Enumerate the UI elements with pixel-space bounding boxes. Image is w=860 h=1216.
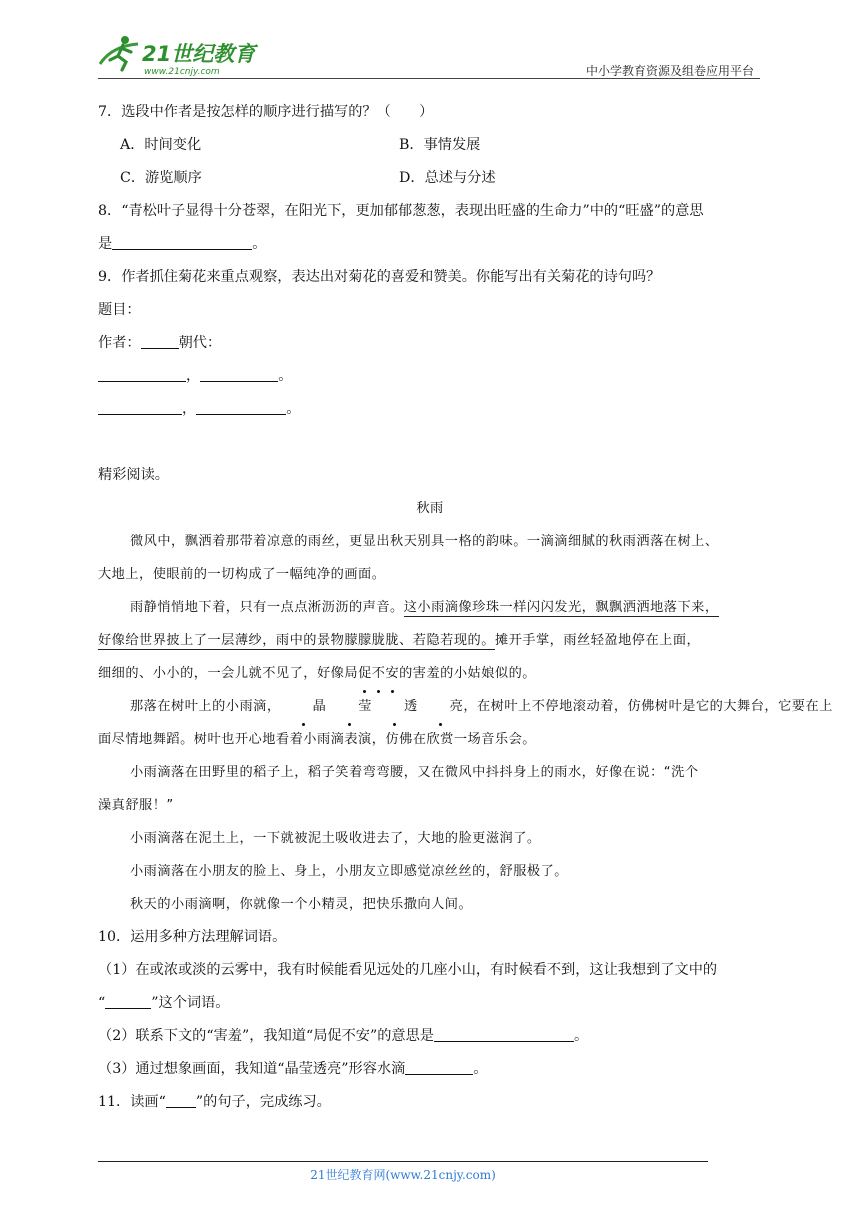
question-9: 9．作者抓住菊花来重点观察，表达出对菊花的喜爱和赞美。你能写出有关菊花的诗句吗？ <box>98 269 661 285</box>
q9-poem-blank[interactable] <box>200 365 278 382</box>
q10-sub2-text: （2）联系下文的“害羞”，我知道“局促不安”的意思是 <box>98 1028 434 1044</box>
passage-p3-line1 <box>98 690 833 723</box>
p3-text: 那落在树叶上的小雨滴， <box>130 699 281 714</box>
question-8-answer-line <box>98 228 762 261</box>
question-7-options-row1 <box>98 129 762 162</box>
document-body <box>98 96 833 1119</box>
logo-url: www.21cnjy.com <box>144 67 220 77</box>
option-c: C．游览顺序 <box>120 170 202 186</box>
q9-author-label: 作者： <box>98 335 141 351</box>
emphasis-char: 晶 <box>281 690 327 723</box>
option-d: D．总述与分述 <box>399 170 496 186</box>
q11-text: 11．读画“ <box>98 1094 166 1110</box>
q9-title-label: 题目： <box>98 302 141 318</box>
spacer <box>98 426 762 459</box>
passage-p4-line1: 小雨滴落在田野里的稻子上，稻子笑着弯弯腰，又在微风中抖抖身上的雨水，好像在说：“洗个 <box>130 765 699 780</box>
emphasis-char: 促 <box>358 657 372 690</box>
q10-sub2 <box>98 1020 762 1053</box>
question-10: 10．运用多种方法理解词语。 <box>98 929 287 945</box>
q8-prefix: 是 <box>98 236 113 252</box>
option-b: B．事情发展 <box>399 137 481 153</box>
question-8: 8．“青松叶子显得十分苍翠，在阳光下，更加郁郁葱葱，表现出旺盛的生命力”中的“旺盛”的意思 <box>98 203 704 219</box>
q10-sub3-blank[interactable] <box>405 1058 473 1075</box>
question-11 <box>98 1086 762 1119</box>
footer-divider <box>98 1161 708 1162</box>
passage-p2-line3 <box>98 657 762 690</box>
emphasis-char: 莹 <box>326 690 372 723</box>
q9-author-blank[interactable] <box>141 332 179 349</box>
q10-quote-open: “ <box>98 995 106 1011</box>
q11-text: ”的句子，完成练习。 <box>195 1094 331 1110</box>
question-7: 7．选段中作者是按怎样的顺序进行描写的？（ ） <box>98 104 434 120</box>
q10-sub3-suffix: 。 <box>473 1061 488 1077</box>
q10-sub3 <box>98 1053 762 1086</box>
q9-poem-line-1 <box>98 360 762 393</box>
platform-name: 中小学教育资源及组卷应用平台 <box>585 64 754 78</box>
passage-p2-line1 <box>98 591 762 624</box>
emphasis-char: 亮 <box>418 690 464 723</box>
q9-poem-blank[interactable] <box>196 398 286 415</box>
q9-comma: ， <box>182 401 197 417</box>
emphasis-char: 安 <box>385 657 399 690</box>
q9-period: 。 <box>286 401 301 417</box>
q8-suffix: 。 <box>252 236 267 252</box>
passage-p7: 秋天的小雨滴啊，你就像一个小精灵，把快乐撒向人间。 <box>130 897 473 912</box>
underlined-sentence: 这小雨滴像珍珠一样闪闪发光，飘飘洒洒地落下来， <box>403 600 719 615</box>
q10-sub1-blank[interactable] <box>105 992 151 1009</box>
q10-sub1-suffix: ”这个词语。 <box>151 995 230 1011</box>
question-7-options-row2 <box>98 162 762 195</box>
underlined-sentence: 好像给世界披上了一层薄纱，雨中的景物朦朦胧胧、若隐若现的。 <box>98 633 495 648</box>
q8-answer-blank[interactable] <box>112 233 252 250</box>
emphasis-char: 透 <box>372 690 418 723</box>
q10-sub3-text: （3）通过想象画面，我知道“晶莹透亮”形容水滴 <box>98 1061 406 1077</box>
reading-passage <box>98 492 833 921</box>
q9-dynasty-label: 朝代： <box>178 335 222 351</box>
q10-sub1-line1: （1）在或浓或淡的云雾中，我有时候能看见远处的几座小山，有时候看不到，这让我想到了文中的 <box>98 962 718 978</box>
q9-poem-blank[interactable] <box>98 365 186 382</box>
passage-p3-line2: 面尽情地舞蹈。树叶也开心地看着小雨滴表演，仿佛在欣赏一场音乐会。 <box>98 732 536 747</box>
p3-text: ，在树叶上不停地滚动着，仿佛树叶是它的大舞台，它要在上 <box>463 699 833 714</box>
passage-p4-line2: 澡真舒服！” <box>98 798 174 813</box>
header-divider <box>98 78 760 79</box>
p2-text: 摊开手掌，雨丝轻盈地停在上面， <box>494 633 701 648</box>
p2-text: 雨静悄悄地下着，只有一点点淅沥沥的声音。 <box>130 600 404 615</box>
page-header <box>98 34 760 78</box>
passage-p1-line1: 微风中，飘洒着那带着凉意的雨丝，更显出秋天别具一格的韵味。一滴滴细腻的秋雨洒落在树上、 <box>130 534 719 549</box>
logo-icon <box>98 34 258 78</box>
emphasis-char: 不 <box>372 657 386 690</box>
q10-sub2-suffix: 。 <box>573 1028 589 1044</box>
logo-text: 21世纪教育 <box>142 42 256 66</box>
passage-p2-line2 <box>98 624 762 657</box>
q10-sub2-blank[interactable] <box>434 1025 574 1042</box>
footer-text: 21世纪教育网(www.21cnjy.com) <box>310 1168 496 1182</box>
q11-underline-sample <box>166 1091 196 1108</box>
p2-text: 的害羞的小姑娘似的。 <box>399 666 536 681</box>
option-a: A．时间变化 <box>120 137 202 153</box>
passage-p1-line2: 大地上，使眼前的一切构成了一幅纯净的画面。 <box>98 567 386 582</box>
p2-text: 细细的、小小的，一会儿就不见了，好像局 <box>98 666 359 681</box>
q9-poem-blank[interactable] <box>98 398 182 415</box>
q9-period: 。 <box>278 368 293 384</box>
passage-title: 秋雨 <box>416 501 444 516</box>
q9-comma: ， <box>186 368 201 384</box>
q9-author-line <box>98 327 762 360</box>
passage-p5: 小雨滴落在泥土上，一下就被泥土吸收进去了，大地的脸更滋润了。 <box>130 831 541 846</box>
q10-sub1-line2 <box>98 987 762 1020</box>
q9-poem-line-2 <box>98 393 762 426</box>
section-label: 精彩阅读。 <box>98 467 169 483</box>
passage-p6: 小雨滴落在小朋友的脸上、身上，小朋友立即感觉凉丝丝的，舒服极了。 <box>130 864 568 879</box>
